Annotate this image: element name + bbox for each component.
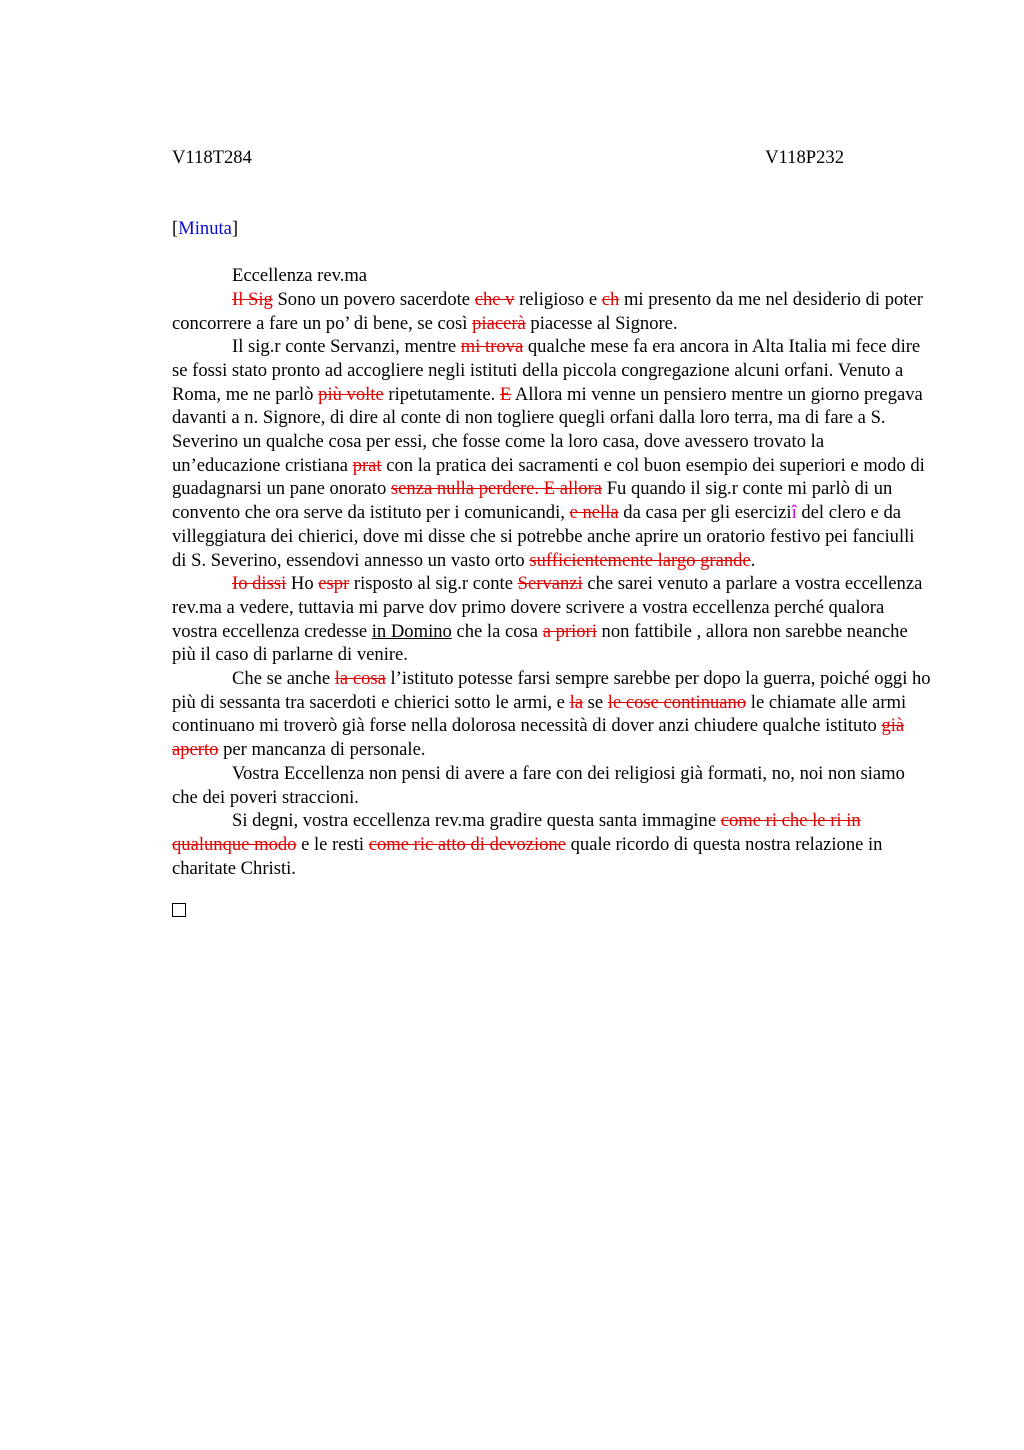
text-run: mi presento da me nel desiderio di poter concorrere a fare un po’ di bene, se così	[172, 288, 923, 334]
text-run: le chiamate alle armi continuano mi troverò già forse nella dolorosa necessità di dover anzi chiudere qualche istituto	[172, 691, 907, 737]
deleted-text: e nella	[569, 502, 619, 524]
document-page	[172, 146, 932, 924]
deleted-text: che v	[474, 288, 515, 310]
deleted-text: espr	[318, 573, 350, 595]
minuta-text: Minuta	[178, 217, 232, 239]
deleted-text: mi trova	[460, 336, 524, 358]
left-id: V118T284	[172, 147, 252, 168]
deleted-text: Il Sig	[232, 288, 273, 310]
text-run: risposto al sig.r conte	[349, 573, 518, 595]
text-run: con la pratica dei sacramenti e col buon esempio dei superiori e modo di guadagnarsi un pane onorato	[172, 454, 925, 500]
deleted-text: più volte	[318, 383, 384, 405]
text-run: Si degni, vostra eccellenza rev.ma gradire questa santa immagine	[232, 810, 721, 832]
deleted-text: la cosa	[334, 668, 386, 690]
paragraph-6	[172, 809, 932, 880]
deleted-text: la	[569, 691, 583, 713]
deleted-text: come ri che le ri in qualunque modo	[172, 810, 861, 855]
paragraph-1	[172, 288, 932, 335]
deleted-text: a priori	[542, 620, 597, 642]
salutation: Eccellenza rev.ma	[232, 265, 368, 287]
text-run: da casa per gli esercizi	[618, 502, 792, 524]
text-run: .	[750, 549, 756, 571]
minuta-label	[172, 217, 932, 241]
text-run: Il sig.r conte Servanzi, mentre	[232, 336, 461, 358]
text-run: che sarei venuto a parlare a vostra eccellenza rev.ma a vedere, tuttavia mi parve dov primo dovere scrivere a vostra eccellenza perché qualora vostra eccellenza credesse	[172, 573, 923, 642]
deleted-text: Servanzi	[517, 573, 583, 595]
text-run: per mancanza di personale.	[218, 739, 426, 761]
text-run: se	[582, 691, 608, 713]
deleted-text: E	[499, 383, 512, 405]
right-id: V118P232	[765, 147, 844, 168]
end-box-icon	[172, 903, 186, 917]
bracket-open: [	[172, 217, 179, 239]
deleted-text: senza nulla perdere. E allora	[390, 478, 603, 500]
deleted-text: prat	[352, 454, 382, 476]
deleted-text: sufficientemente largo grande	[529, 549, 751, 571]
text-run: Che se anche	[232, 668, 335, 690]
paragraph-2	[172, 335, 932, 572]
text-run: qualche mese fa era ancora in Alta Italia mi fece dire se fossi stato pronto ad accogliere negli istituti della piccola congregazione alcuni orfani. Venuto a Roma, me ne parlò	[172, 336, 921, 405]
text-run: piacesse al Signore.	[525, 312, 678, 334]
text-run: l’istituto potesse farsi sempre sarebbe per dopo la guerra, poiché oggi ho più di sessanta tra sacerdoti e chierici sotto le armi, e	[172, 668, 931, 713]
text-run: non fattibile , allora non sarebbe neanche più il caso di parlarne di venire.	[172, 620, 908, 666]
text-run: Fu quando il sig.r conte mi parlò di un convento che ora serve da istituto per i comunicandi,	[172, 478, 893, 524]
deleted-text: le cose continuano	[607, 691, 747, 713]
text-run: e le resti	[296, 833, 369, 855]
insertion-mark: î	[791, 502, 797, 524]
paragraph-5: Vostra Eccellenza non pensi di avere a fare con dei religiosi già formati, no, noi non siamo che dei poveri straccioni.	[172, 762, 905, 808]
text-run: Allora mi venne un pensiero mentre un giorno pregava davanti a n. Signore, di dire al conte di non togliere quegli orfani dalla loro terra, ma di fare a S. Severino un qualche cosa per essi, che fosse come la loro casa, dove avessero trovato la un’educazione cristiana	[172, 383, 923, 476]
deleted-text: ch	[601, 288, 620, 310]
text-run: che la cosa	[451, 620, 543, 642]
header-ids	[172, 146, 844, 170]
paragraph-4	[172, 667, 932, 762]
underlined-text: in Domino	[371, 620, 452, 642]
deleted-text: piacerà	[472, 312, 526, 334]
text-run: Sono un povero sacerdote	[272, 288, 475, 310]
bracket-close: ]	[231, 217, 239, 239]
text-run: Ho	[286, 573, 319, 595]
deleted-text: come ric atto di devozione	[368, 833, 566, 855]
deleted-text: già aperto	[172, 715, 905, 761]
text-run: religioso e	[514, 288, 602, 310]
paragraph-3	[172, 572, 932, 667]
text-run: ripetutamente.	[383, 383, 500, 405]
text-run: quale ricordo di questa nostra relazione in charitate Christi.	[172, 833, 883, 879]
deleted-text: Io dissi	[232, 573, 287, 595]
text-run: del clero e da villeggiatura dei chierici, dove mi disse che si potrebbe anche aprire un oratorio festivo pei fanciulli di S. Severino, essendovi annesso un vasto orto	[172, 502, 915, 571]
